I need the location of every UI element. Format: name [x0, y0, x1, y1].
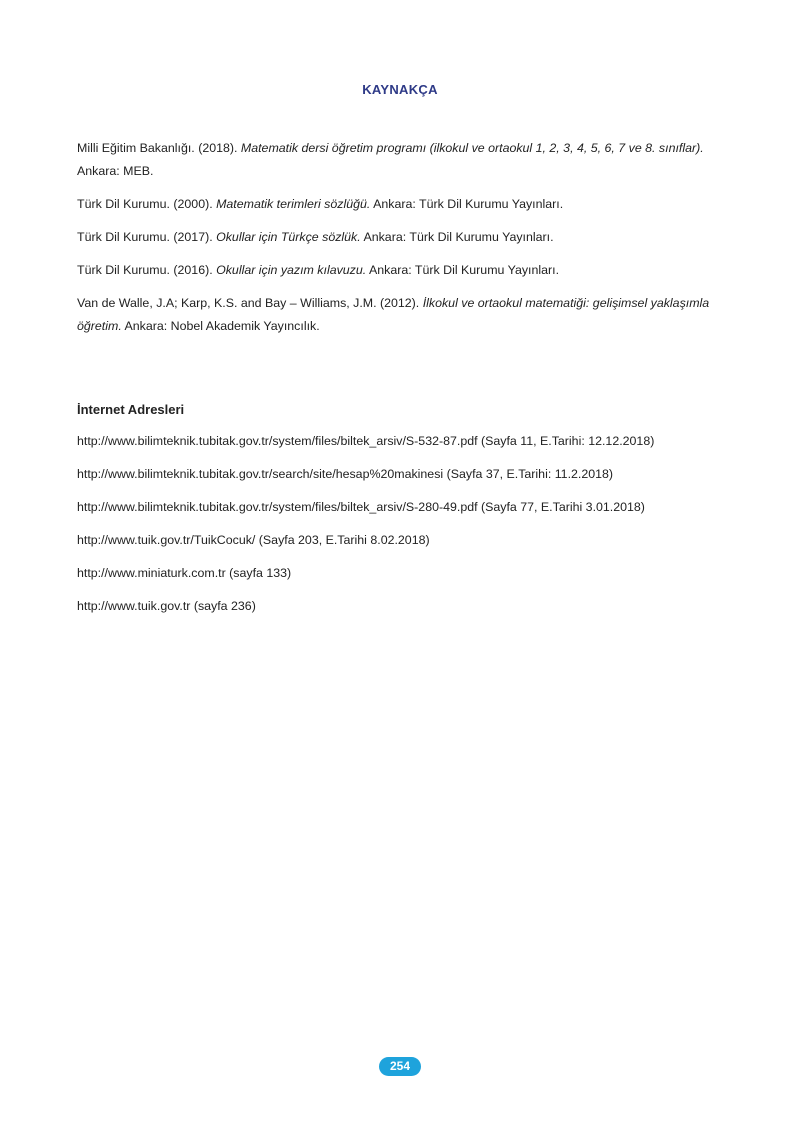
internet-address-item[interactable]: http://www.bilimteknik.tubitak.gov.tr/search/site/hesap%20makinesi (Sayfa 37, E.Tarihi: 11.2.2018) [77, 467, 614, 481]
page-number-badge: 254 [379, 1057, 421, 1076]
internet-address-item[interactable]: http://www.bilimteknik.tubitak.gov.tr/system/files/biltek_arsiv/S-532-87.pdf (Sayfa 11, E.Tarihi: 12.12.2018) [77, 434, 655, 448]
reference-item: Türk Dil Kurumu. (2017). Okullar için Türkçe sözlük. Ankara: Türk Dil Kurumu Yayınları. [77, 230, 554, 244]
reference-item: Milli Eğitim Bakanlığı. (2018). Matematik dersi öğretim programı (ilkokul ve ortaokul 1, 2, 3, 4, 5, 6, 7 ve 8. sınıflar). Ankara: MEB. [77, 141, 704, 178]
internet-address-list [77, 430, 757, 628]
reference-item: Türk Dil Kurumu. (2000). Matematik terimleri sözlüğü. Ankara: Türk Dil Kurumu Yayınları. [77, 197, 564, 211]
internet-addresses-heading: İnternet Adresleri [77, 402, 185, 417]
internet-address-item[interactable]: http://www.tuik.gov.tr (sayfa 236) [77, 599, 256, 613]
page-title: KAYNAKÇA [362, 82, 438, 97]
internet-address-item[interactable]: http://www.bilimteknik.tubitak.gov.tr/system/files/biltek_arsiv/S-280-49.pdf (Sayfa 77, E.Tarihi 3.01.2018) [77, 500, 645, 514]
internet-address-item[interactable]: http://www.miniaturk.com.tr (sayfa 133) [77, 566, 292, 580]
internet-address-item[interactable]: http://www.tuik.gov.tr/TuikCocuk/ (Sayfa 203, E.Tarihi 8.02.2018) [77, 533, 430, 547]
reference-item: Van de Walle, J.A; Karp, K.S. and Bay – Williams, J.M. (2012). İlkokul ve ortaokul matematiği: gelişimsel yaklaşımla öğretim. Ankara: Nobel Akademik Yayıncılık. [77, 296, 710, 333]
reference-item: Türk Dil Kurumu. (2016). Okullar için yazım kılavuzu. Ankara: Türk Dil Kurumu Yayınları. [77, 263, 560, 277]
reference-list [77, 137, 727, 348]
